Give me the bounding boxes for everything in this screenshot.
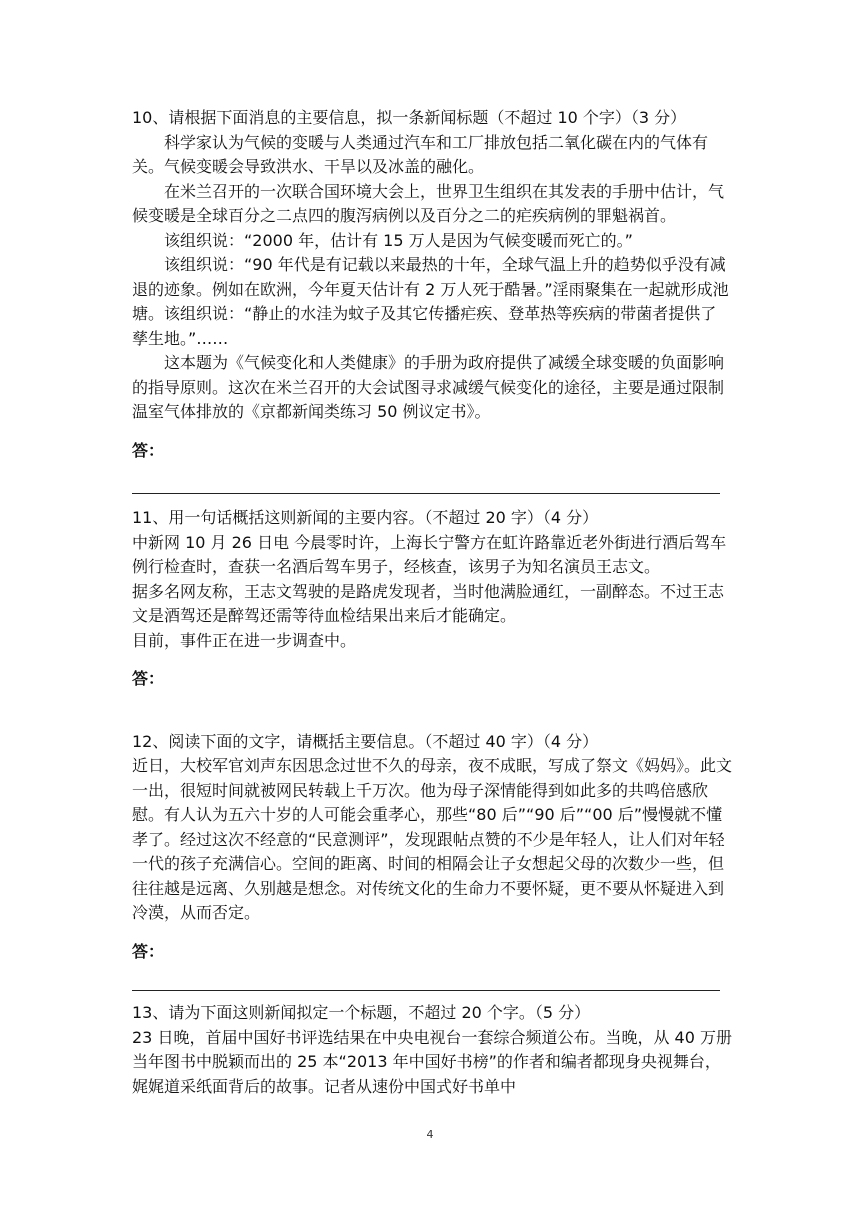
question-11-paragraph: 目前，事件正在进一步调查中。 <box>132 630 357 650</box>
question-12-answer-label: 答： <box>132 941 165 961</box>
answer-line <box>132 493 720 494</box>
question-12-title: 12、阅读下面的文字，请概括主要信息。（不超过 40 字）（4 分） <box>132 731 599 751</box>
question-13-title: 13、请为下面这则新闻拟定一个标题，不超过 20 个字。（5 分） <box>132 1003 591 1022</box>
question-10-paragraph: 在米兰召开的一次联合国环境大会上，世界卫生组织在其发表的手册中估计，气候变暖是全球百分之二点四的腹泻病例以及百分之二的疟疾病例的罪魁祸首。 <box>132 181 725 225</box>
question-13-paragraph: 23 日晚，首届中国好书评选结果在中央电视台一套综合频道公布。当晚，从 40 万册当年图书中脱颖而出的 25 本“2013 年中国好书榜”的作者和编者都现身央视舞台，娓娓道采纸面背后的故事。记者从速份中国式好书单中 <box>132 1027 732 1096</box>
question-10-paragraph: 该组织说：“90 年代是有记载以来最热的十年，全球气温上升的趋势似乎没有减退的迹象。例如在欧洲，今年夏天估计有 2 万人死于酷暑。”淫雨聚集在一起就形成池塘。该组织说：“静止的水洼为蚊子及其它传播疟疾、登革热等疾病的带菌者提供了孳生地。”…… <box>132 255 729 348</box>
question-10-answer-label: 答： <box>132 440 165 460</box>
question-13 <box>132 1001 732 1099</box>
question-10-paragraph: 科学家认为气候的变暖与人类通过汽车和工厂排放包括二氧化碳在内的气体有关。气候变暖会导致洪水、干旱以及冰盖的融化。 <box>132 132 709 176</box>
question-10-paragraph: 这本题为《气候变化和人类健康》的手册为政府提供了减缓全球变暖的负面影响的指导原则。这次在米兰召开的大会试图寻求减缓气候变化的途径，主要是通过限制温室气体排放的《京都新闻类练习 50 例议定书》。 <box>132 353 725 421</box>
question-11-title: 11、用一句话概括这则新闻的主要内容。（不超过 20 字）（4 分） <box>132 508 599 527</box>
question-12-paragraph: 近日，大校军官刘声东因思念过世不久的母亲，夜不成眠，写成了祭文《妈妈》。此文一出，很短时间就被网民转载上千万次。他为母子深情能得到如此多的共鸣倍感欣慰。有人认为五六十岁的人可能会重孝心，那些“80 后”“90 后”“00 后”慢慢就不懂孝了。经过这次不经意的“民意测评”，发现跟帖点赞的不少是年轻人，让人们对年轻一代的孩子充满信心。空间的距离、时间的相隔会让子女想起父母的次数少一些，但往往越是远离、久别越是想念。对传统文化的生命力不要怀疑，更不要从怀疑进入到冷漠，从而否定。 <box>132 756 733 922</box>
question-11-paragraph: 据多名网友称，王志文驾驶的是路虎发现者，当时他满脸通红，一副醉态。不过王志文是酒驾还是醉驾还需等待血检结果出来后才能确定。 <box>132 581 725 625</box>
answer-line <box>132 990 720 991</box>
question-11-answer-label: 答： <box>132 669 165 688</box>
page-content <box>132 106 732 1099</box>
question-10-paragraph: 该组织说：“2000 年，估计有 15 万人是因为气候变暖而死亡的。” <box>164 230 633 250</box>
question-11 <box>132 506 732 692</box>
page-number: 4 <box>426 1128 434 1141</box>
question-12 <box>132 730 732 992</box>
question-10 <box>132 106 732 494</box>
question-11-paragraph: 中新网 10 月 26 日电 今晨零时许，上海长宁警方在虹许路靠近老外街进行酒后驾车例行检查时，查获一名酒后驾车男子，经核查，该男子为知名演员王志文。 <box>132 532 727 576</box>
question-10-title: 10、请根据下面消息的主要信息，拟一条新闻标题（不超过 10 个字）（3 分） <box>132 108 687 127</box>
